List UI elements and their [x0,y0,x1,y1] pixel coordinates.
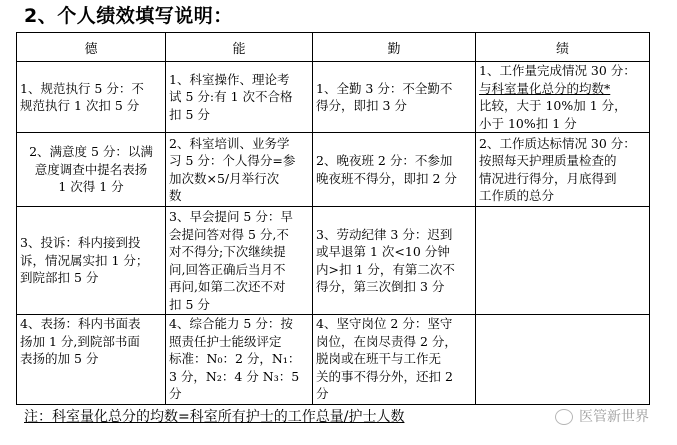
cell-line: 关的事不得分外，还扣 2 [316,368,453,384]
table-cell [313,133,476,207]
table-cell [166,133,313,207]
footnote: 注：科室量化总分的均数=科室所有护士的工作总量/护士人数 [24,409,405,425]
header-row [17,33,650,62]
cell-line: 比较，大于 10%加 1 分， [479,98,627,113]
cell-line: 4、综合能力 5 分：按 [169,316,293,331]
wechat-icon [555,409,573,425]
cell-line: 再问,如第二次还不对 [169,279,286,294]
cell-line: 1、工作量完成情况 30 分： [479,63,636,78]
table-row [17,62,650,133]
cell-line: 扬加 1 分,到院部书面 [20,333,140,349]
table-cell [476,62,650,133]
table-cell [313,207,476,315]
cell-line: 1、科室操作、理论考 [169,71,290,87]
section-title: 2、个人绩效填写说明： [24,5,233,27]
cell-line: 岗位，在岗尽责得 2 分， [316,333,457,349]
cell-line: 内>扣 1 分，有第二次不 [316,261,455,277]
cell-line: 4、表扬：科内书面表 [20,316,141,331]
watermark [555,407,649,427]
cell-line: 分 [169,386,182,401]
header-ji: 绩 [476,33,650,62]
header-qin: 勤 [313,33,476,62]
table-cell [313,62,476,133]
table-cell [17,207,166,315]
cell-line: 数 [169,188,182,203]
cell-line: 1、规范执行 5 分：不 [20,80,144,96]
performance-table [16,32,650,405]
cell-line: 对不得分;下次继续提 [169,244,286,259]
cell-line: 2、科室培训、业务学 [169,135,290,151]
cell-line: 意度调查中提名表扬 [34,161,148,177]
cell-line: 诉，情况属实扣 1 分； [20,252,149,268]
cell-line: 规范执行 1 次扣 5 分 [20,98,140,113]
cell-line: 2、满意度 5 分：以满 [29,144,153,160]
cell-line: 2、工作质达标情况 30 分： [479,135,636,151]
table-cell [476,315,650,405]
cell-line: 问,回答正确后当月不 [169,261,286,277]
table-cell [476,207,650,315]
header-de: 德 [17,33,166,62]
table-cell [166,207,313,315]
header-neng: 能 [166,33,313,62]
cell-line: 与科室量化总分的均数* [479,80,611,96]
cell-line: 情况进行得分，月底得到 [479,170,617,186]
cell-line: 扣 5 分 [169,296,210,312]
cell-line: 小于 10%扣 1 分 [479,115,577,131]
table-row [17,207,650,315]
cell-line: 分 [316,386,329,401]
footer [16,407,649,427]
table-row [17,133,650,207]
cell-line: 3、早会提问 5 分：早 [169,209,293,224]
cell-line: 1、全勤 3 分：不全勤不 [316,80,453,96]
cell-line: 工作质的总分 [479,188,555,203]
cell-line: 4、坚守岗位 2 分：坚守 [316,316,453,331]
cell-line: 脱岗或在班干与工作无 [316,351,442,366]
table-cell [476,133,650,207]
watermark-text: 医管新世界 [579,409,649,425]
cell-line: 试 5 分:有 1 次不合格 [169,89,293,105]
table-cell [17,315,166,405]
cell-line: 或早退第 1 次<10 分钟 [316,244,450,259]
cell-line: 标准：N₀：2 分，N₁： [169,351,301,366]
cell-line: 扣 5 分 [169,106,210,122]
table-cell [166,315,313,405]
cell-line: 1 次得 1 分 [58,179,124,195]
cell-line: 到院部扣 5 分 [20,270,99,286]
cell-line: 得分，第三次倒扣 3 分 [316,279,445,294]
cell-line: 3 分，N₂：4 分 N₃：5 [169,368,300,384]
cell-line: 表扬的加 5 分 [20,351,99,366]
cell-line: 3、投诉：科内接到投 [20,235,141,251]
cell-line: 3、劳动纪律 3 分：迟到 [316,226,453,242]
table-cell [313,315,476,405]
cell-line: 加次数×5/月举行次 [169,170,280,186]
cell-line: 2、晚夜班 2 分：不参加 [316,153,453,168]
cell-line: 晚夜班不得分，即扣 2 分 [316,170,457,186]
cell-line: 照责任护士能级评定 [169,333,282,349]
table-cell [17,62,166,133]
cell-line: 得分，即扣 3 分 [316,98,407,113]
table-row [17,315,650,405]
cell-line: 按照每天护理质量检查的 [479,153,617,168]
table-cell [166,62,313,133]
cell-line: 会提问答对得 5 分,不 [169,226,289,242]
table-cell [17,133,166,207]
cell-line: 习 5 分：个人得分=参 [169,153,296,168]
